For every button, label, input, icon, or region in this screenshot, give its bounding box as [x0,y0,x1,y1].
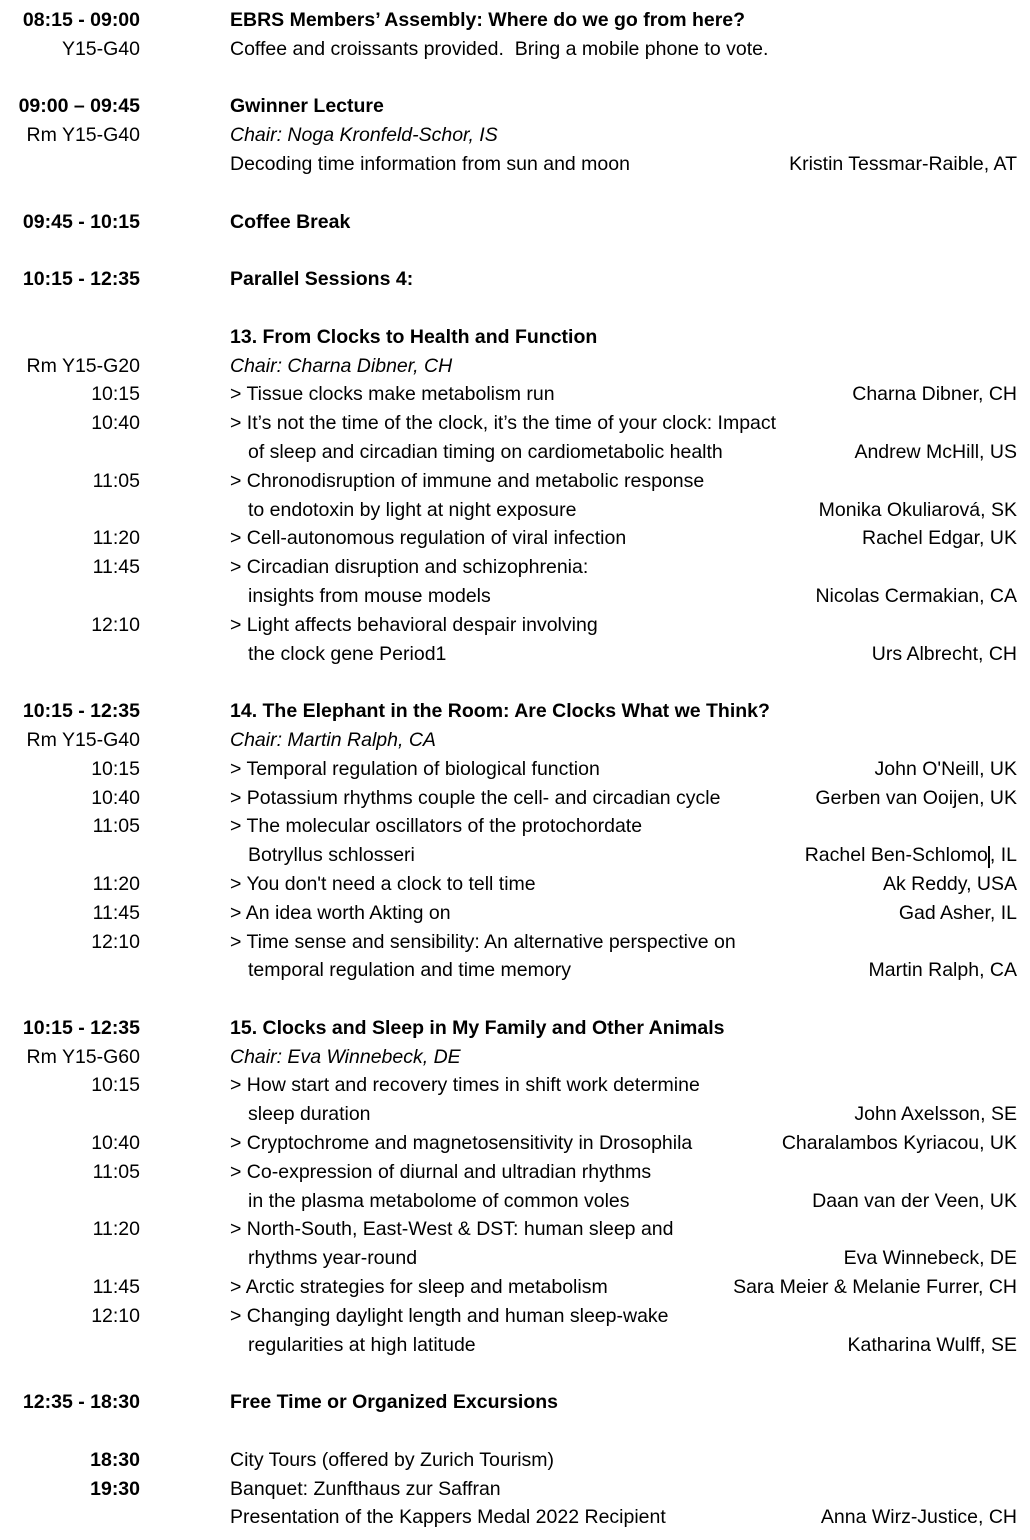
speaker-name: Daan van der Veen, UK [812,1189,1017,1212]
row-content [230,1331,1017,1360]
schedule-row [0,1417,1030,1446]
schedule-row [0,1446,1030,1475]
time-cell: 08:15 - 09:00 [22,9,140,31]
time-cell: 11:05 [92,815,140,838]
row-content [230,582,1017,611]
session-text: > Temporal regulation of biological function [230,757,600,780]
row-content [230,1158,1017,1187]
schedule-row [0,1215,1030,1244]
row-content [230,1475,1017,1504]
speaker-name: Ak Reddy, USA [882,872,1017,895]
row-content [230,841,1017,870]
schedule-row [0,1043,1030,1072]
time-cell: Y15-G40 [61,37,140,60]
session-text: Banquet: Zunfthaus zur Saffran [230,1477,501,1500]
session-text: > Cryptochrome and magnetosensitivity in Drosophila [230,1132,693,1155]
row-content [230,1043,1017,1072]
schedule-row [0,1100,1030,1129]
session-text: > An idea worth Akting on [230,901,451,924]
session-text: 14. The Elephant in the Room: Are Clocks What we Think? [230,700,770,723]
speaker-name: Charalambos Kyriacou, UK [781,1132,1017,1155]
row-content [230,323,1017,352]
session-text: > North-South, East-West & DST: human sleep and [230,1218,674,1241]
schedule-row [0,323,1030,352]
row-content [230,409,1017,438]
session-text: Botryllus schlosseri [248,844,415,867]
row-content [230,150,1017,179]
schedule-row [0,611,1030,640]
time-cell: 10:15 - 12:35 [22,268,140,291]
speaker-name: John Axelsson, SE [854,1103,1017,1126]
time-cell: 10:15 - 12:35 [22,700,140,723]
session-text: Chair: Martin Ralph, CA [230,728,436,751]
session-text: Parallel Sessions 4: [230,268,414,291]
row-content [230,1503,1017,1532]
row-content [230,755,1017,784]
schedule-row [0,496,1030,525]
speaker-name: Monika Okuliarová, SK [818,498,1017,521]
row-content [230,1302,1017,1331]
speaker-name: Gerben van Ooijen, UK [815,786,1017,809]
row-content [230,956,1017,985]
row-content [230,467,1017,496]
session-text: insights from mouse models [248,584,491,607]
row-content [230,1187,1017,1216]
schedule-row [0,6,1030,35]
session-text: > Tissue clocks make metabolism run [230,383,555,406]
time-cell: 10:40 [91,1132,140,1155]
schedule-row [0,899,1030,928]
time-cell: Rm Y15-G40 [26,728,140,751]
schedule-row [0,668,1030,697]
session-text: the clock gene Period1 [248,642,447,665]
speaker-name: Andrew McHill, US [854,440,1017,463]
row-content [230,524,1017,553]
time-cell: 19:30 [90,1477,140,1500]
time-cell: 11:45 [92,1276,140,1299]
schedule-row [0,755,1030,784]
speaker-name-part: Rachel Ben-Schlomo [804,844,988,867]
speaker-name: Eva Winnebeck, DE [843,1247,1017,1270]
speaker-name: John O'Neill, UK [874,757,1017,780]
time-cell: 18:30 [90,1448,140,1471]
session-text: > Chronodisruption of immune and metabolic response [230,469,705,492]
schedule-row [0,582,1030,611]
speaker-name: Sara Meier & Melanie Furrer, CH [733,1276,1017,1299]
time-cell: 11:20 [92,872,140,895]
session-text: Chair: Charna Dibner, CH [230,354,453,377]
session-text: Coffee Break [230,210,351,233]
schedule-row [0,726,1030,755]
time-cell: 09:00 – 09:45 [18,95,140,118]
schedule-row [0,928,1030,957]
time-cell: 10:15 - 12:35 [22,1016,140,1039]
session-text: > It’s not the time of the clock, it’s the time of your clock: Impact [230,412,777,435]
speaker-name: Katharina Wulff, SE [847,1333,1017,1356]
row-content [230,380,1017,409]
row-content [230,35,1017,64]
schedule-row [0,352,1030,381]
time-cell: Rm Y15-G40 [26,124,140,147]
session-text: > You don't need a clock to tell time [230,872,536,895]
speaker-name: Kristin Tessmar-Raible, AT [789,152,1017,175]
schedule-row [0,265,1030,294]
session-text: Gwinner Lecture [230,95,384,118]
session-text: > How start and recovery times in shift work determine [230,1074,700,1097]
row-content [230,92,1017,121]
session-text: > Cell-autonomous regulation of viral infection [230,527,627,550]
schedule-row [0,1503,1030,1532]
row-content [230,697,1017,726]
row-content [230,1215,1017,1244]
session-text: regularities at high latitude [248,1333,476,1356]
time-cell: 11:20 [92,1218,140,1241]
schedule-row [0,1331,1030,1360]
schedule-row [0,1388,1030,1417]
schedule-row [0,92,1030,121]
time-cell: 09:45 - 10:15 [22,210,140,233]
session-text: > Changing daylight length and human sleep-wake [230,1304,669,1327]
row-content [230,1446,1017,1475]
session-text: in the plasma metabolome of common voles [248,1189,630,1212]
schedule-row [0,294,1030,323]
schedule-row [0,64,1030,93]
row-content [230,352,1017,381]
row-content [230,1129,1017,1158]
session-text: 13. From Clocks to Health and Function [230,325,598,348]
schedule-row [0,1187,1030,1216]
row-content [230,1388,1017,1417]
session-text: > Light affects behavioral despair involving [230,613,598,636]
schedule-row [0,236,1030,265]
row-content [230,726,1017,755]
row-content [230,1100,1017,1129]
session-text: Chair: Eva Winnebeck, DE [230,1045,461,1068]
speaker-name-part: , IL [989,844,1017,867]
row-content [230,6,1017,35]
row-content [230,553,1017,582]
speaker-name: Anna Wirz-Justice, CH [820,1506,1017,1529]
schedule-row [0,1302,1030,1331]
schedule-row [0,1359,1030,1388]
schedule-row [0,438,1030,467]
schedule-row [0,870,1030,899]
time-cell: 10:40 [91,412,140,435]
schedule-row [0,121,1030,150]
schedule-row [0,1475,1030,1504]
session-text: > The molecular oscillators of the protochordate [230,815,643,838]
session-text: 15. Clocks and Sleep in My Family and Other Animals [230,1016,725,1039]
schedule-row [0,179,1030,208]
session-text: > Time sense and sensibility: An alternative perspective on [230,930,736,953]
session-text: City Tours (offered by Zurich Tourism) [230,1448,555,1471]
session-text: to endotoxin by light at night exposure [248,498,577,521]
row-content [230,899,1017,928]
schedule-row [0,640,1030,669]
schedule-row [0,380,1030,409]
schedule-row [0,409,1030,438]
session-text: Free Time or Organized Excursions [230,1391,558,1414]
schedule-row [0,985,1030,1014]
row-content [230,208,1017,237]
row-content [230,870,1017,899]
time-cell: 12:35 - 18:30 [22,1391,140,1414]
schedule-row [0,1071,1030,1100]
session-text: > Potassium rhythms couple the cell- and circadian cycle [230,786,721,809]
speaker-name: Martin Ralph, CA [868,959,1017,982]
session-text: Coffee and croissants provided. Bring a mobile phone to vote. [230,37,769,60]
session-text: sleep duration [248,1103,371,1126]
row-content [230,1014,1017,1043]
speaker-name: Nicolas Cermakian, CA [815,584,1017,607]
schedule-row [0,553,1030,582]
schedule-row [0,1158,1030,1187]
schedule-row [0,208,1030,237]
time-cell: Rm Y15-G60 [26,1045,140,1068]
session-text: Decoding time information from sun and moon [230,152,630,175]
row-content [230,611,1017,640]
schedule-row [0,697,1030,726]
time-cell: 11:45 [92,901,140,924]
row-content [230,1071,1017,1100]
time-cell: 12:10 [91,930,140,953]
time-cell: 10:15 [91,383,140,406]
row-content [230,121,1017,150]
time-cell: 10:40 [91,786,140,809]
session-text: Presentation of the Kappers Medal 2022 Recipient [230,1506,666,1529]
schedule-row [0,1014,1030,1043]
schedule-row [0,784,1030,813]
schedule-row [0,956,1030,985]
speaker-name [805,841,1017,870]
time-cell: 11:20 [92,527,140,550]
schedule-row [0,812,1030,841]
time-cell: 10:15 [91,757,140,780]
time-cell: 12:10 [91,613,140,636]
schedule-row [0,1273,1030,1302]
schedule-row [0,841,1030,870]
time-cell: 11:05 [92,469,140,492]
row-content [230,438,1017,467]
schedule-row [0,35,1030,64]
session-text: EBRS Members’ Assembly: Where do we go from here? [230,9,746,31]
speaker-name: Urs Albrecht, CH [871,642,1017,665]
session-text: > Arctic strategies for sleep and metabolism [230,1276,608,1299]
speaker-name: Gad Asher, IL [898,901,1017,924]
row-content [230,496,1017,525]
session-text: rhythms year-round [248,1247,418,1270]
schedule-row [0,1244,1030,1273]
time-cell: 11:45 [92,556,140,579]
session-text: Chair: Noga Kronfeld-Schor, IS [230,124,498,147]
row-content [230,928,1017,957]
schedule-row [0,1129,1030,1158]
row-content [230,265,1017,294]
row-content [230,812,1017,841]
row-content [230,784,1017,813]
time-cell: 11:05 [92,1160,140,1183]
time-cell: 12:10 [91,1304,140,1327]
session-text: of sleep and circadian timing on cardiometabolic health [248,440,723,463]
row-content [230,640,1017,669]
speaker-name: Charna Dibner, CH [852,383,1017,406]
schedule-row [0,524,1030,553]
row-content [230,1273,1017,1302]
session-text: temporal regulation and time memory [248,959,571,982]
time-cell: 10:15 [91,1074,140,1097]
schedule-row [0,467,1030,496]
text-caret [988,846,990,868]
speaker-name: Rachel Edgar, UK [861,527,1017,550]
session-text: > Circadian disruption and schizophrenia: [230,556,589,579]
session-text: > Co-expression of diurnal and ultradian rhythms [230,1160,652,1183]
row-content [230,1244,1017,1273]
time-cell: Rm Y15-G20 [26,354,140,377]
schedule-row [0,150,1030,179]
